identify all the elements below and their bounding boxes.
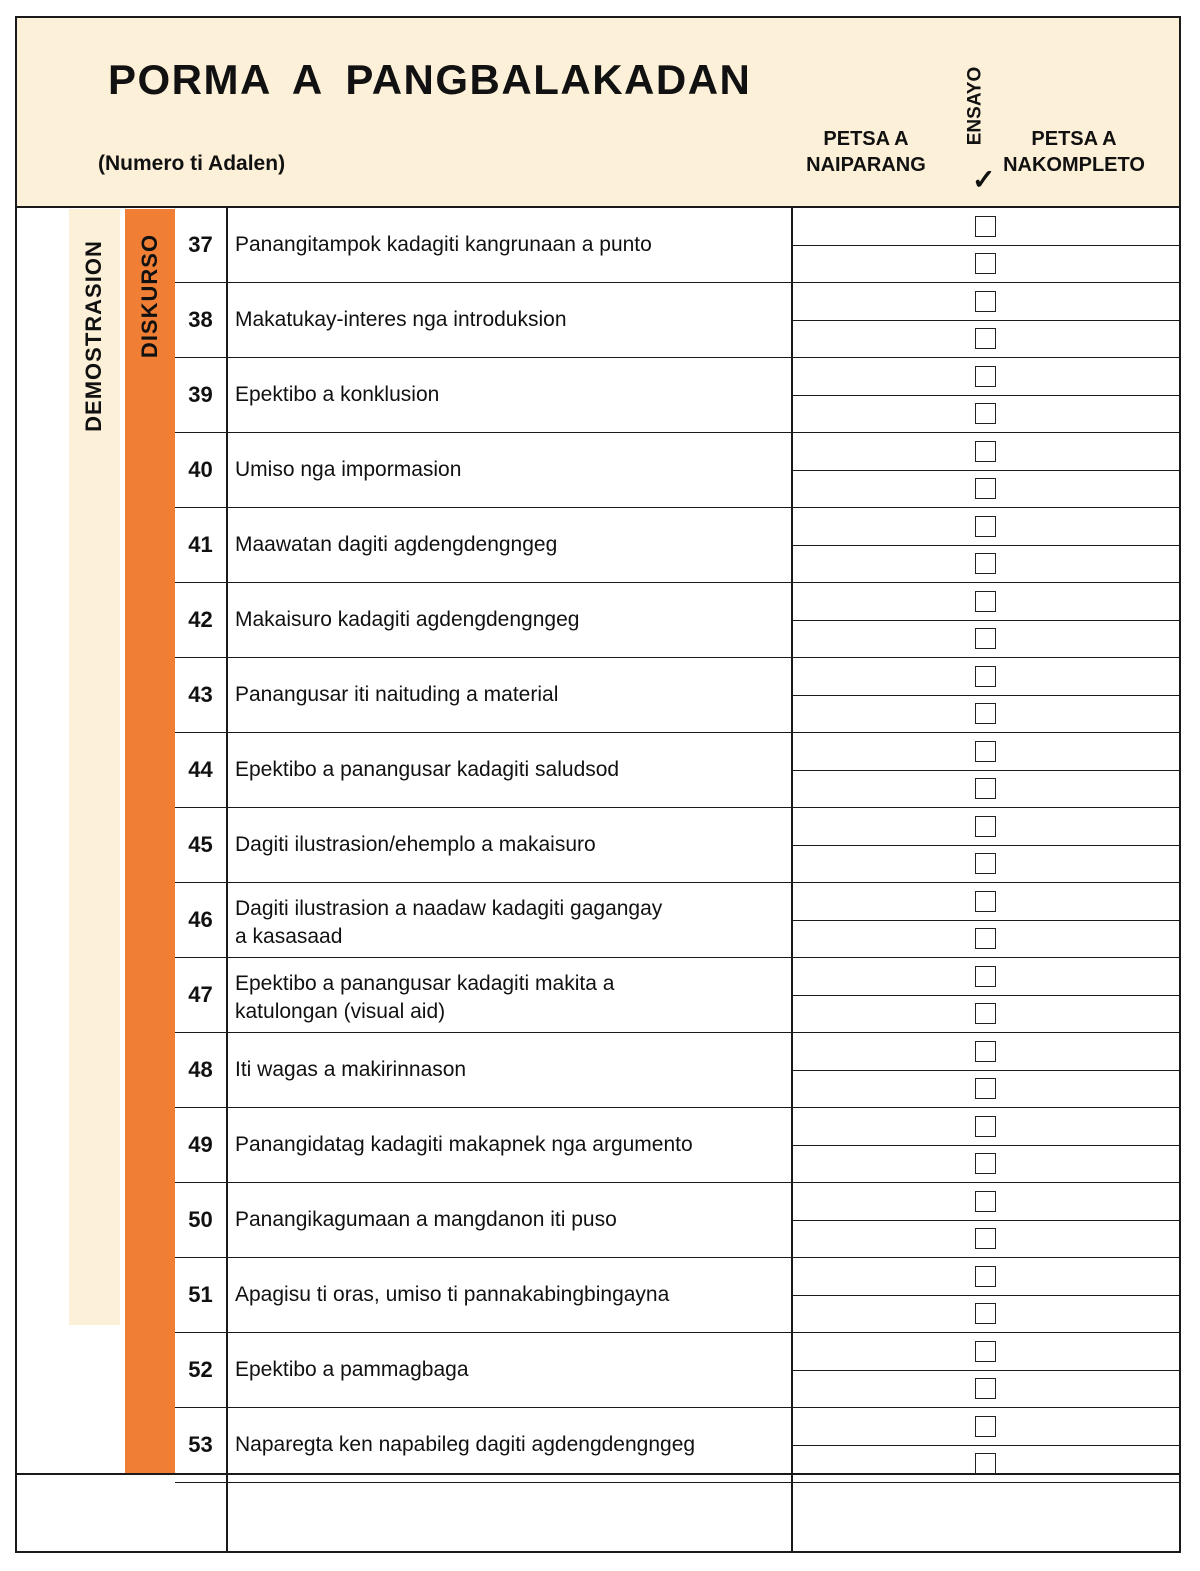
row-split-line bbox=[792, 470, 1181, 471]
column-header-date-assigned bbox=[796, 126, 936, 178]
ensayo-checkbox[interactable] bbox=[975, 1416, 996, 1437]
section-label-discourse-text: DISKURSO bbox=[137, 233, 162, 359]
study-row bbox=[175, 883, 1181, 958]
section-label-demonstration-text: DEMOSTRASION bbox=[81, 240, 106, 432]
section-label-demonstration bbox=[74, 224, 114, 448]
study-row bbox=[175, 808, 1181, 883]
study-row bbox=[175, 433, 1181, 508]
study-number: 48 bbox=[188, 1056, 213, 1082]
study-title: Makaisuro kadagiti agdengdengngeg bbox=[235, 607, 580, 631]
row-split-line bbox=[792, 1070, 1181, 1071]
study-number: 53 bbox=[188, 1431, 213, 1457]
study-title: Panangikagumaan a mangdanon iti puso bbox=[235, 1207, 617, 1231]
ensayo-checkbox[interactable] bbox=[975, 1003, 996, 1024]
row-split-line bbox=[792, 770, 1181, 771]
ensayo-checkbox[interactable] bbox=[975, 1303, 996, 1324]
study-row bbox=[175, 733, 1181, 808]
study-title: Panangusar iti naituding a material bbox=[235, 682, 559, 706]
ensayo-checkbox[interactable] bbox=[975, 666, 996, 687]
study-number: 41 bbox=[188, 531, 213, 557]
ensayo-checkbox[interactable] bbox=[975, 1228, 996, 1249]
ensayo-checkbox[interactable] bbox=[975, 1041, 996, 1062]
form-subtitle: (Numero ti Adalen) bbox=[98, 152, 286, 175]
ensayo-checkbox[interactable] bbox=[975, 366, 996, 387]
ensayo-checkbox[interactable] bbox=[975, 741, 996, 762]
ensayo-checkbox[interactable] bbox=[975, 816, 996, 837]
ensayo-checkbox[interactable] bbox=[975, 291, 996, 312]
study-title: Iti wagas a makirinnason bbox=[235, 1057, 467, 1081]
study-number: 43 bbox=[188, 681, 213, 707]
row-split-line bbox=[792, 845, 1181, 846]
column-header-date-assigned-label: PETSA A NAIPARANG bbox=[806, 128, 926, 176]
column-header-ensayo-label: ENSAYO bbox=[964, 66, 985, 146]
column-header-ensayo bbox=[960, 54, 990, 158]
ensayo-checkbox[interactable] bbox=[975, 216, 996, 237]
study-row bbox=[175, 958, 1181, 1033]
ensayo-checkbox[interactable] bbox=[975, 966, 996, 987]
study-number: 40 bbox=[188, 456, 213, 482]
study-number: 52 bbox=[188, 1356, 213, 1382]
study-row bbox=[175, 1408, 1181, 1483]
ensayo-checkbox[interactable] bbox=[975, 1378, 996, 1399]
row-split-line bbox=[792, 1445, 1181, 1446]
study-number: 38 bbox=[188, 306, 213, 332]
ensayo-checkbox[interactable] bbox=[975, 1191, 996, 1212]
ensayo-checkbox[interactable] bbox=[975, 516, 996, 537]
form-title: PORMA A PANGBALAKADAN bbox=[108, 56, 752, 103]
study-title: Dagiti ilustrasion a naadaw kadagiti gagangay a kasasaad bbox=[235, 897, 663, 948]
checkmark-icon: ✓ bbox=[972, 164, 996, 195]
study-title: Panangidatag kadagiti makapnek nga argumento bbox=[235, 1132, 693, 1156]
row-split-line bbox=[792, 1145, 1181, 1146]
ensayo-checkbox[interactable] bbox=[975, 1266, 996, 1287]
row-split-line bbox=[792, 1370, 1181, 1371]
study-title: Naparegta ken napabileg dagiti agdengdengngeg bbox=[235, 1432, 696, 1456]
study-number: 46 bbox=[188, 906, 213, 932]
ensayo-checkbox[interactable] bbox=[975, 703, 996, 724]
study-title: Umiso nga impormasion bbox=[235, 457, 462, 481]
study-title: Epektibo a panangusar kadagiti makita a katulongan (visual aid) bbox=[235, 972, 615, 1023]
study-title: Maawatan dagiti agdengdengngeg bbox=[235, 532, 558, 556]
column-header-date-completed-label: PETSA A NAKOMPLETO bbox=[1003, 128, 1145, 176]
section-label-discourse bbox=[130, 222, 170, 370]
row-split-line bbox=[792, 245, 1181, 246]
study-title: Epektibo a panangusar kadagiti saludsod bbox=[235, 757, 620, 781]
row-split-line bbox=[792, 395, 1181, 396]
divider-before-dates bbox=[791, 208, 793, 1553]
section-band-discourse bbox=[125, 209, 175, 1474]
ensayo-checkbox[interactable] bbox=[975, 1453, 996, 1474]
ensayo-checkbox[interactable] bbox=[975, 403, 996, 424]
ensayo-checkbox[interactable] bbox=[975, 1078, 996, 1099]
row-split-line bbox=[792, 995, 1181, 996]
study-number: 51 bbox=[188, 1281, 213, 1307]
row-split-line bbox=[792, 1220, 1181, 1221]
study-number: 50 bbox=[188, 1206, 213, 1232]
study-number: 42 bbox=[188, 606, 213, 632]
study-title: Dagiti ilustrasion/ehemplo a makaisuro bbox=[235, 832, 596, 856]
study-title: Epektibo a konklusion bbox=[235, 382, 440, 406]
ensayo-checkbox[interactable] bbox=[975, 553, 996, 574]
row-split-line bbox=[792, 545, 1181, 546]
divider-bottom-rule bbox=[15, 1473, 1181, 1475]
study-row bbox=[175, 658, 1181, 733]
study-number: 39 bbox=[188, 381, 213, 407]
study-row bbox=[175, 583, 1181, 658]
row-split-line bbox=[792, 320, 1181, 321]
ensayo-checkbox[interactable] bbox=[975, 853, 996, 874]
study-row bbox=[175, 1258, 1181, 1333]
ensayo-checkbox[interactable] bbox=[975, 328, 996, 349]
row-split-line bbox=[792, 1295, 1181, 1296]
row-split-line bbox=[792, 695, 1181, 696]
ensayo-checkbox[interactable] bbox=[975, 441, 996, 462]
study-title: Panangitampok kadagiti kangrunaan a punto bbox=[235, 232, 652, 256]
ensayo-checkbox[interactable] bbox=[975, 628, 996, 649]
ensayo-checkbox[interactable] bbox=[975, 253, 996, 274]
study-title: Epektibo a pammagbaga bbox=[235, 1357, 469, 1381]
ensayo-checkbox[interactable] bbox=[975, 478, 996, 499]
study-title: Makatukay-interes nga introduksion bbox=[235, 307, 567, 331]
study-row bbox=[175, 208, 1181, 283]
study-number: 37 bbox=[188, 231, 213, 257]
study-row bbox=[175, 358, 1181, 433]
divider-after-number bbox=[226, 208, 228, 1553]
row-split-line bbox=[792, 620, 1181, 621]
ensayo-checkbox[interactable] bbox=[975, 1116, 996, 1137]
ensayo-checkbox[interactable] bbox=[975, 928, 996, 949]
study-row bbox=[175, 1108, 1181, 1183]
study-row bbox=[175, 1033, 1181, 1108]
study-row bbox=[175, 1333, 1181, 1408]
study-row bbox=[175, 283, 1181, 358]
study-row bbox=[175, 508, 1181, 583]
ensayo-checkbox[interactable] bbox=[975, 1153, 996, 1174]
ensayo-checkbox[interactable] bbox=[975, 778, 996, 799]
study-number: 47 bbox=[188, 981, 213, 1007]
row-split-line bbox=[792, 920, 1181, 921]
study-number: 45 bbox=[188, 831, 213, 857]
study-row bbox=[175, 1183, 1181, 1258]
ensayo-checkbox[interactable] bbox=[975, 591, 996, 612]
study-number: 44 bbox=[188, 756, 213, 782]
column-header-date-completed bbox=[994, 126, 1154, 178]
ensayo-checkbox[interactable] bbox=[975, 891, 996, 912]
study-title: Apagisu ti oras, umiso ti pannakabingbingayna bbox=[235, 1282, 670, 1306]
ensayo-checkbox[interactable] bbox=[975, 1341, 996, 1362]
study-number: 49 bbox=[188, 1131, 213, 1157]
